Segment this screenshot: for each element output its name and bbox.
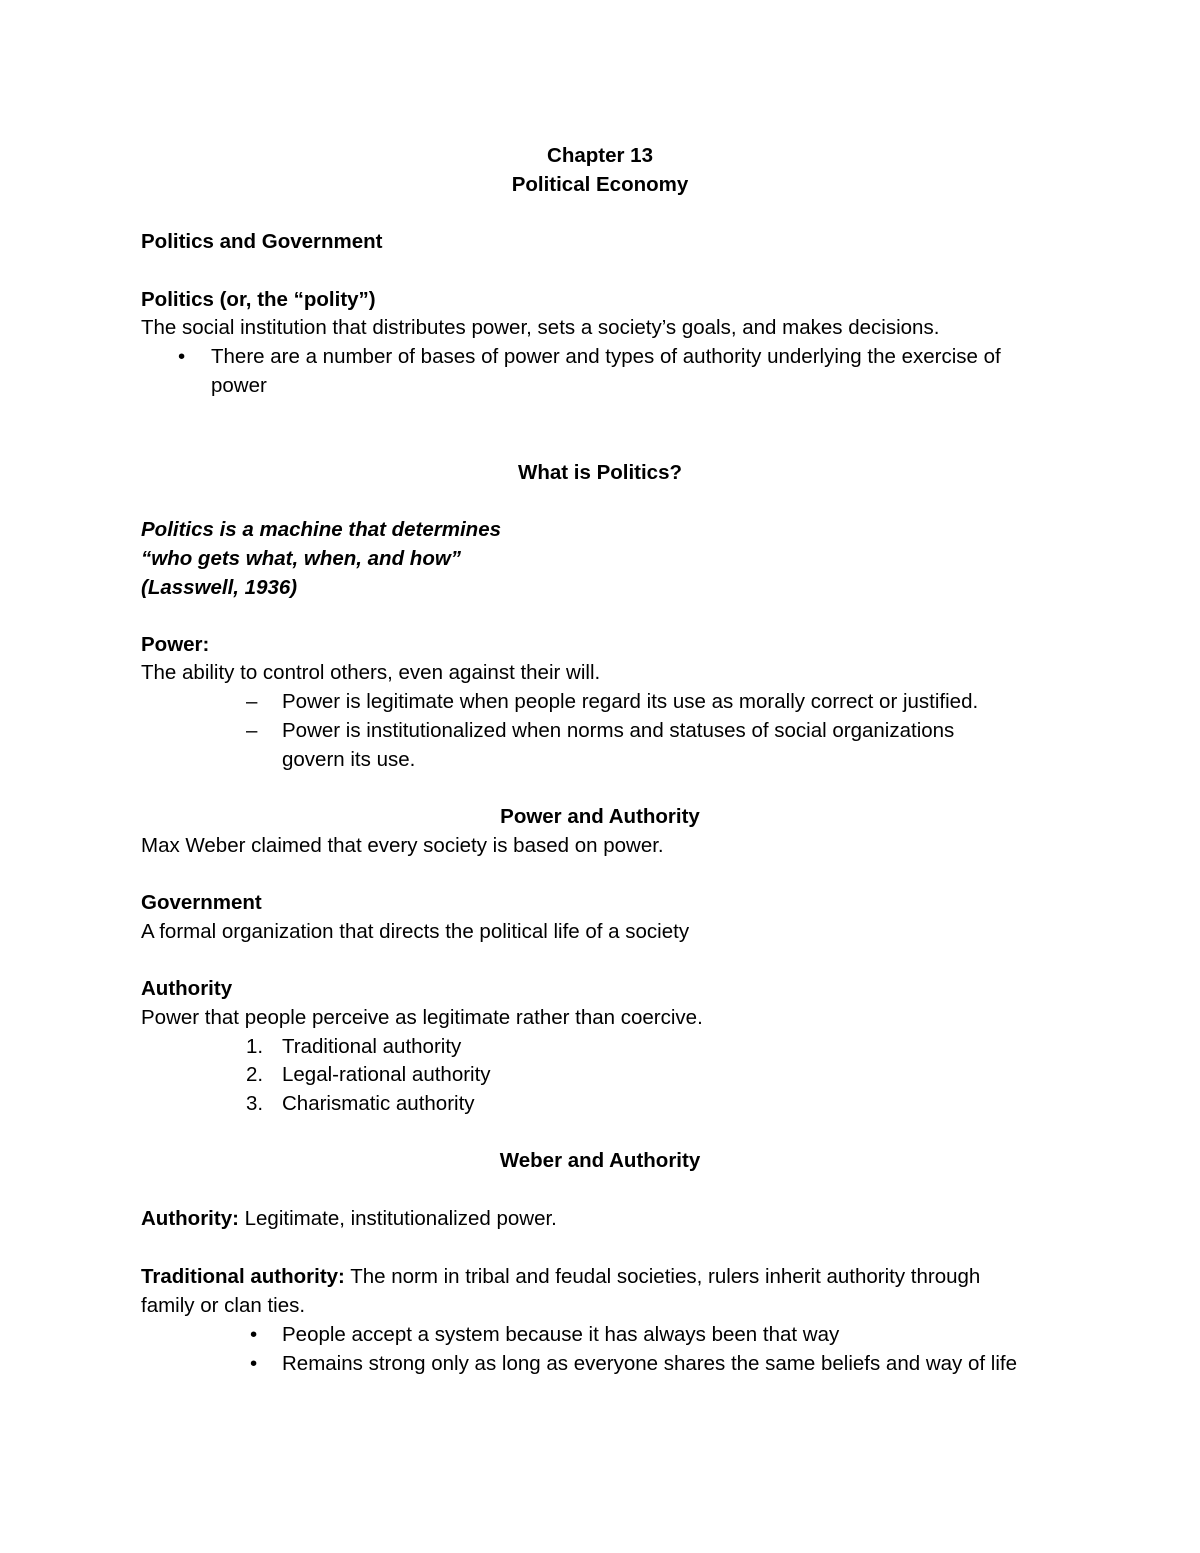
section-heading-weber-authority: Weber and Authority — [499, 1149, 701, 1172]
dash-marker: – — [246, 690, 258, 713]
section-heading-what-is-politics: What is Politics? — [517, 461, 683, 484]
chapter-title: Political Economy — [511, 173, 689, 196]
traditional-authority-definition: The norm in tribal and feudal societies, rulers inherit authority through — [344, 1265, 981, 1288]
traditional-authority-line2: family or clan ties. — [141, 1294, 306, 1317]
list-number: 2. — [246, 1063, 264, 1086]
term-government: Government — [141, 891, 262, 914]
chapter-number: Chapter 13 — [547, 144, 653, 167]
section-heading-power-authority: Power and Authority — [500, 805, 700, 828]
term-authority: Authority — [141, 977, 233, 1000]
dash-item-legitimate: Power is legitimate when people regard its use as morally correct or justified. — [282, 690, 979, 713]
term-authority-inline: Authority: — [141, 1207, 239, 1230]
dash-item-institutionalized-line2: govern its use. — [282, 748, 416, 771]
list-number: 1. — [246, 1035, 264, 1058]
quote-line-1: Politics is a machine that determines — [141, 518, 502, 541]
section-heading-politics-government: Politics and Government — [141, 230, 383, 253]
quote-line-2: “who gets what, when, and how” — [141, 547, 462, 570]
list-item-traditional: Traditional authority — [282, 1035, 462, 1058]
traditional-authority-line1 — [141, 1263, 980, 1291]
bullet-power-bases-line2: power — [211, 374, 267, 397]
authority-inline-definition: Legitimate, institutionalized power. — [238, 1207, 557, 1230]
list-item-charismatic: Charismatic authority — [282, 1092, 475, 1115]
bullet-marker: • — [178, 345, 186, 368]
term-politics: Politics (or, the “polity”) — [141, 288, 376, 311]
term-traditional-authority: Traditional authority: — [141, 1265, 345, 1288]
definition-government: A formal organization that directs the political life of a society — [141, 920, 690, 943]
authority-definition-line — [141, 1205, 557, 1233]
term-power: Power: — [141, 633, 210, 656]
quote-citation: (Lasswell, 1936) — [141, 576, 298, 599]
definition-authority: Power that people perceive as legitimate rather than coercive. — [141, 1006, 703, 1029]
bullet-marker: • — [250, 1323, 258, 1346]
dash-item-institutionalized-line1: Power is institutionalized when norms and statuses of social organizations — [282, 719, 955, 742]
bullet-shared-beliefs: Remains strong only as long as everyone shares the same beliefs and way of life — [282, 1352, 1017, 1375]
bullet-power-bases-line1: There are a number of bases of power and types of authority underlying the exercise of — [211, 345, 1001, 368]
definition-power: The ability to control others, even against their will. — [141, 661, 601, 684]
bullet-system-accepted: People accept a system because it has always been that way — [282, 1323, 840, 1346]
bullet-marker: • — [250, 1352, 258, 1375]
definition-politics: The social institution that distributes power, sets a society’s goals, and makes decisions. — [141, 316, 940, 339]
weber-claim-text: Max Weber claimed that every society is based on power. — [141, 834, 664, 857]
dash-marker: – — [246, 719, 258, 742]
list-item-legal-rational: Legal-rational authority — [282, 1063, 491, 1086]
list-number: 3. — [246, 1092, 264, 1115]
